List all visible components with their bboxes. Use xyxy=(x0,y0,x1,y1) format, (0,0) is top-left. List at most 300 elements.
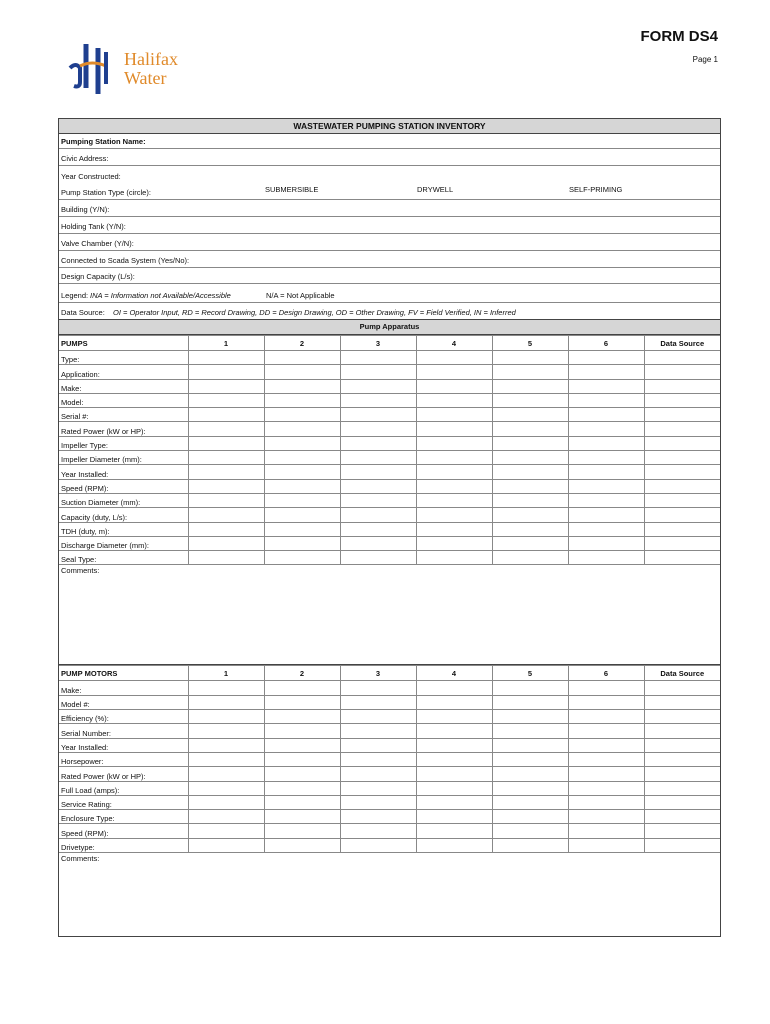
pumps-input-cell[interactable] xyxy=(568,436,644,450)
pumps-input-cell[interactable] xyxy=(416,393,492,407)
option-drywell[interactable]: DRYWELL xyxy=(417,185,454,194)
pumps-header-cell: 4 xyxy=(416,336,492,351)
pumps-input-cell[interactable] xyxy=(644,551,720,565)
pumps-input-cell[interactable] xyxy=(644,508,720,522)
pumps-input-cell[interactable] xyxy=(644,408,720,422)
pumps-input-cell[interactable] xyxy=(492,479,568,493)
motors-row xyxy=(59,795,720,809)
motors-input-cell[interactable] xyxy=(264,824,340,838)
pumps-row xyxy=(59,365,720,379)
pumps-input-cell[interactable] xyxy=(264,551,340,565)
motors-input-cell[interactable] xyxy=(492,695,568,709)
motors-input-cell[interactable] xyxy=(188,824,264,838)
pumps-table xyxy=(59,335,720,565)
motors-input-cell[interactable] xyxy=(264,738,340,752)
pumps-row-label: Speed (RPM): xyxy=(59,479,188,493)
motors-input-cell[interactable] xyxy=(644,752,720,766)
motors-header-cell: Data Source xyxy=(644,666,720,681)
motors-input-cell[interactable] xyxy=(644,824,720,838)
pumps-input-cell[interactable] xyxy=(568,551,644,565)
pumps-input-cell[interactable] xyxy=(416,365,492,379)
pumps-row-label: Year Installed: xyxy=(59,465,188,479)
pumps-input-cell[interactable] xyxy=(568,408,644,422)
pumps-input-cell[interactable] xyxy=(416,465,492,479)
option-submersible[interactable]: SUBMERSIBLE xyxy=(265,185,319,194)
logo-text-line1: Halifax xyxy=(124,49,178,69)
pumps-input-cell[interactable] xyxy=(188,551,264,565)
pumps-input-cell[interactable] xyxy=(568,393,644,407)
pumps-input-cell[interactable] xyxy=(340,493,416,507)
pumps-input-cell[interactable] xyxy=(644,422,720,436)
pumps-input-cell[interactable] xyxy=(492,522,568,536)
motors-input-cell[interactable] xyxy=(188,795,264,809)
motors-row-label: Make: xyxy=(59,681,188,695)
pumps-input-cell[interactable] xyxy=(188,365,264,379)
pumps-input-cell[interactable] xyxy=(644,393,720,407)
pumps-input-cell[interactable] xyxy=(340,365,416,379)
form-id: FORM DS4 xyxy=(640,28,718,45)
scada-row[interactable] xyxy=(59,251,720,268)
pumps-input-cell[interactable] xyxy=(644,493,720,507)
motors-input-cell[interactable] xyxy=(264,752,340,766)
pumps-input-cell[interactable] xyxy=(188,422,264,436)
motors-input-cell[interactable] xyxy=(644,724,720,738)
motors-input-cell[interactable] xyxy=(416,738,492,752)
motors-header-cell: 4 xyxy=(416,666,492,681)
motors-input-cell[interactable] xyxy=(416,810,492,824)
motors-input-cell[interactable] xyxy=(264,681,340,695)
data-source-row xyxy=(59,303,720,319)
station-name-label: Pumping Station Name: xyxy=(61,137,146,146)
pumps-row-label: Discharge Diameter (mm): xyxy=(59,536,188,550)
pumps-row xyxy=(59,422,720,436)
motors-input-cell[interactable] xyxy=(188,724,264,738)
inventory-form xyxy=(58,118,721,937)
pumps-input-cell[interactable] xyxy=(264,465,340,479)
motors-input-cell[interactable] xyxy=(188,838,264,852)
pumps-input-cell[interactable] xyxy=(416,408,492,422)
pumps-input-cell[interactable] xyxy=(264,493,340,507)
pumps-input-cell[interactable] xyxy=(340,379,416,393)
pumps-input-cell[interactable] xyxy=(644,351,720,365)
logo-wordmark xyxy=(124,50,178,88)
pumps-row xyxy=(59,408,720,422)
motors-input-cell[interactable] xyxy=(416,695,492,709)
motors-input-cell[interactable] xyxy=(188,695,264,709)
motors-input-cell[interactable] xyxy=(568,810,644,824)
motors-row xyxy=(59,838,720,852)
year-constructed-label: Year Constructed: xyxy=(61,172,121,181)
pumps-input-cell[interactable] xyxy=(264,393,340,407)
pumps-input-cell[interactable] xyxy=(416,379,492,393)
pumps-input-cell[interactable] xyxy=(644,465,720,479)
legend-ina: INA = Information not Available/Accessible xyxy=(90,291,231,300)
legend-row xyxy=(59,284,720,303)
motors-input-cell[interactable] xyxy=(340,781,416,795)
pumps-input-cell[interactable] xyxy=(264,479,340,493)
pumps-input-cell[interactable] xyxy=(492,436,568,450)
pumps-input-cell[interactable] xyxy=(644,436,720,450)
motors-input-cell[interactable] xyxy=(416,710,492,724)
pumps-input-cell[interactable] xyxy=(416,436,492,450)
pumps-input-cell[interactable] xyxy=(568,365,644,379)
motors-header-cell: 5 xyxy=(492,666,568,681)
pumps-input-cell[interactable] xyxy=(188,408,264,422)
motors-input-cell[interactable] xyxy=(340,724,416,738)
motors-input-cell[interactable] xyxy=(416,795,492,809)
pumps-input-cell[interactable] xyxy=(492,465,568,479)
motors-input-cell[interactable] xyxy=(492,838,568,852)
pumps-input-cell[interactable] xyxy=(492,508,568,522)
motors-input-cell[interactable] xyxy=(188,681,264,695)
motors-input-cell[interactable] xyxy=(340,824,416,838)
pumps-input-cell[interactable] xyxy=(568,508,644,522)
pumps-input-cell[interactable] xyxy=(416,551,492,565)
motors-input-cell[interactable] xyxy=(492,824,568,838)
motors-row xyxy=(59,710,720,724)
pumps-input-cell[interactable] xyxy=(340,551,416,565)
pumps-input-cell[interactable] xyxy=(568,379,644,393)
motors-input-cell[interactable] xyxy=(568,724,644,738)
pumps-comments[interactable] xyxy=(59,565,720,665)
motors-input-cell[interactable] xyxy=(416,724,492,738)
motors-input-cell[interactable] xyxy=(416,838,492,852)
pumps-row-label: Capacity (duty, L/s): xyxy=(59,508,188,522)
pumps-input-cell[interactable] xyxy=(264,408,340,422)
motors-input-cell[interactable] xyxy=(492,752,568,766)
pumps-header-cell: 6 xyxy=(568,336,644,351)
motors-row-label: Efficiency (%): xyxy=(59,710,188,724)
pumps-input-cell[interactable] xyxy=(568,536,644,550)
valve-chamber-label: Valve Chamber (Y/N): xyxy=(61,239,134,248)
pumps-row-label: Rated Power (kW or HP): xyxy=(59,422,188,436)
pumps-row xyxy=(59,379,720,393)
pumps-input-cell[interactable] xyxy=(340,536,416,550)
motors-input-cell[interactable] xyxy=(492,738,568,752)
motors-input-cell[interactable] xyxy=(340,767,416,781)
pump-station-type-row[interactable] xyxy=(59,183,720,200)
pumps-input-cell[interactable] xyxy=(568,351,644,365)
motors-row-label: Enclosure Type: xyxy=(59,810,188,824)
pumps-input-cell[interactable] xyxy=(264,522,340,536)
pumps-input-cell[interactable] xyxy=(340,465,416,479)
pumps-input-cell[interactable] xyxy=(188,351,264,365)
motors-row-label: Serial Number: xyxy=(59,724,188,738)
motors-input-cell[interactable] xyxy=(264,795,340,809)
pumps-input-cell[interactable] xyxy=(416,493,492,507)
motors-input-cell[interactable] xyxy=(416,781,492,795)
pumps-row xyxy=(59,479,720,493)
pumps-input-cell[interactable] xyxy=(416,508,492,522)
motors-input-cell[interactable] xyxy=(340,695,416,709)
motors-input-cell[interactable] xyxy=(416,824,492,838)
pump-station-type-label: Pump Station Type (circle): xyxy=(61,188,151,197)
legend-na: N/A = Not Applicable xyxy=(266,291,335,300)
valve-chamber-row[interactable] xyxy=(59,234,720,251)
building-row[interactable] xyxy=(59,200,720,217)
motors-input-cell[interactable] xyxy=(492,795,568,809)
motors-input-cell[interactable] xyxy=(340,681,416,695)
pumps-input-cell[interactable] xyxy=(188,465,264,479)
pumps-header-row xyxy=(59,336,720,351)
pumps-input-cell[interactable] xyxy=(492,393,568,407)
pumps-input-cell[interactable] xyxy=(492,351,568,365)
motors-row xyxy=(59,681,720,695)
motors-input-cell[interactable] xyxy=(264,695,340,709)
pumps-row-label: Type: xyxy=(59,351,188,365)
motors-row-label: Service Rating: xyxy=(59,795,188,809)
pumps-row xyxy=(59,493,720,507)
option-self-priming[interactable]: SELF-PRIMING xyxy=(569,185,623,194)
motors-input-cell[interactable] xyxy=(568,767,644,781)
pumps-input-cell[interactable] xyxy=(340,351,416,365)
page-number: Page 1 xyxy=(692,55,718,64)
motors-input-cell[interactable] xyxy=(568,795,644,809)
motors-input-cell[interactable] xyxy=(568,824,644,838)
pumps-row-label: Serial #: xyxy=(59,408,188,422)
pumps-input-cell[interactable] xyxy=(416,422,492,436)
pumps-input-cell[interactable] xyxy=(340,479,416,493)
pumps-input-cell[interactable] xyxy=(264,436,340,450)
design-capacity-label: Design Capacity (L/s): xyxy=(61,272,135,281)
pumps-input-cell[interactable] xyxy=(264,379,340,393)
pumps-header-cell: 5 xyxy=(492,336,568,351)
pumps-input-cell[interactable] xyxy=(492,536,568,550)
pumps-input-cell[interactable] xyxy=(492,379,568,393)
motors-row xyxy=(59,724,720,738)
motors-input-cell[interactable] xyxy=(492,724,568,738)
motors-header-row xyxy=(59,666,720,681)
motors-row xyxy=(59,738,720,752)
pumps-row-label: Impeller Diameter (mm): xyxy=(59,451,188,465)
pumps-input-cell[interactable] xyxy=(264,365,340,379)
motors-input-cell[interactable] xyxy=(644,795,720,809)
pumps-input-cell[interactable] xyxy=(568,479,644,493)
motors-input-cell[interactable] xyxy=(188,710,264,724)
motors-input-cell[interactable] xyxy=(568,738,644,752)
pumps-row xyxy=(59,508,720,522)
motors-row xyxy=(59,752,720,766)
pumps-input-cell[interactable] xyxy=(568,451,644,465)
motors-input-cell[interactable] xyxy=(568,752,644,766)
motors-input-cell[interactable] xyxy=(264,710,340,724)
pumps-input-cell[interactable] xyxy=(644,365,720,379)
motors-input-cell[interactable] xyxy=(644,695,720,709)
pumps-input-cell[interactable] xyxy=(340,393,416,407)
year-constructed-row[interactable] xyxy=(59,166,720,183)
pumps-input-cell[interactable] xyxy=(340,522,416,536)
motors-input-cell[interactable] xyxy=(340,738,416,752)
motors-table xyxy=(59,665,720,853)
pumps-input-cell[interactable] xyxy=(188,508,264,522)
form-title: WASTEWATER PUMPING STATION INVENTORY xyxy=(59,119,720,134)
motors-input-cell[interactable] xyxy=(188,810,264,824)
motors-input-cell[interactable] xyxy=(264,810,340,824)
pumps-input-cell[interactable] xyxy=(188,479,264,493)
motors-input-cell[interactable] xyxy=(264,767,340,781)
pumps-row xyxy=(59,351,720,365)
pumps-comments-label: Comments: xyxy=(61,566,100,576)
pumps-input-cell[interactable] xyxy=(568,493,644,507)
pumps-row-label: Make: xyxy=(59,379,188,393)
motors-input-cell[interactable] xyxy=(188,752,264,766)
scada-label: Connected to Scada System (Yes/No): xyxy=(61,256,190,265)
pump-apparatus-title: Pump Apparatus xyxy=(59,319,720,335)
legend-label: Legend: xyxy=(61,291,89,300)
motors-row-label: Model #: xyxy=(59,695,188,709)
pumps-input-cell[interactable] xyxy=(492,451,568,465)
motors-input-cell[interactable] xyxy=(340,838,416,852)
motors-input-cell[interactable] xyxy=(340,710,416,724)
motors-input-cell[interactable] xyxy=(644,767,720,781)
motors-input-cell[interactable] xyxy=(264,838,340,852)
pumps-row-label: Model: xyxy=(59,393,188,407)
motors-input-cell[interactable] xyxy=(188,738,264,752)
motors-input-cell[interactable] xyxy=(644,810,720,824)
motors-header-cell: PUMP MOTORS xyxy=(59,666,188,681)
pumps-input-cell[interactable] xyxy=(188,451,264,465)
motors-input-cell[interactable] xyxy=(492,681,568,695)
motors-input-cell[interactable] xyxy=(644,738,720,752)
pumps-input-cell[interactable] xyxy=(416,536,492,550)
pumps-input-cell[interactable] xyxy=(568,465,644,479)
data-source-label: Data Source: xyxy=(61,308,105,317)
pumps-input-cell[interactable] xyxy=(492,422,568,436)
pumps-input-cell[interactable] xyxy=(416,351,492,365)
motors-header-cell: 3 xyxy=(340,666,416,681)
pumps-input-cell[interactable] xyxy=(492,365,568,379)
pumps-input-cell[interactable] xyxy=(568,422,644,436)
pumps-row xyxy=(59,522,720,536)
motors-input-cell[interactable] xyxy=(568,681,644,695)
logo-text-line2: Water xyxy=(124,68,167,88)
motors-input-cell[interactable] xyxy=(568,695,644,709)
motors-input-cell[interactable] xyxy=(188,767,264,781)
pumps-input-cell[interactable] xyxy=(340,508,416,522)
pumps-row xyxy=(59,451,720,465)
pumps-header-cell: Data Source xyxy=(644,336,720,351)
pumps-input-cell[interactable] xyxy=(188,522,264,536)
motors-row xyxy=(59,824,720,838)
pumps-header-cell: PUMPS xyxy=(59,336,188,351)
pumps-input-cell[interactable] xyxy=(340,408,416,422)
motors-header-cell: 1 xyxy=(188,666,264,681)
motors-input-cell[interactable] xyxy=(188,781,264,795)
motors-input-cell[interactable] xyxy=(264,724,340,738)
pumps-row xyxy=(59,551,720,565)
motors-input-cell[interactable] xyxy=(340,810,416,824)
pumps-input-cell[interactable] xyxy=(568,522,644,536)
motors-input-cell[interactable] xyxy=(568,781,644,795)
civic-address-row[interactable] xyxy=(59,149,720,166)
pumps-input-cell[interactable] xyxy=(188,393,264,407)
motors-input-cell[interactable] xyxy=(568,710,644,724)
pumps-header-cell: 1 xyxy=(188,336,264,351)
pumps-input-cell[interactable] xyxy=(340,436,416,450)
pumps-input-cell[interactable] xyxy=(492,408,568,422)
motors-input-cell[interactable] xyxy=(340,752,416,766)
pumps-input-cell[interactable] xyxy=(264,351,340,365)
motors-row-label: Full Load (amps): xyxy=(59,781,188,795)
motors-input-cell[interactable] xyxy=(568,838,644,852)
motors-header-cell: 2 xyxy=(264,666,340,681)
motors-header-cell: 6 xyxy=(568,666,644,681)
pumps-row xyxy=(59,465,720,479)
pumps-input-cell[interactable] xyxy=(644,379,720,393)
pumps-row xyxy=(59,536,720,550)
pumps-input-cell[interactable] xyxy=(492,493,568,507)
motors-input-cell[interactable] xyxy=(644,838,720,852)
motors-row-label: Horsepower: xyxy=(59,752,188,766)
motors-comments-label: Comments: xyxy=(61,854,100,864)
civic-address-label: Civic Address: xyxy=(61,154,109,163)
pumps-row-label: Suction Diameter (mm): xyxy=(59,493,188,507)
pumps-input-cell[interactable] xyxy=(340,451,416,465)
pumps-input-cell[interactable] xyxy=(492,551,568,565)
halifax-water-logo xyxy=(62,38,208,102)
pumps-input-cell[interactable] xyxy=(416,522,492,536)
pumps-input-cell[interactable] xyxy=(644,479,720,493)
pumps-row-label: Application: xyxy=(59,365,188,379)
station-name-row[interactable] xyxy=(59,134,720,149)
pumps-input-cell[interactable] xyxy=(264,451,340,465)
pumps-row xyxy=(59,436,720,450)
pumps-row-label: Impeller Type: xyxy=(59,436,188,450)
pumps-input-cell[interactable] xyxy=(644,536,720,550)
motors-input-cell[interactable] xyxy=(492,781,568,795)
pumps-header-cell: 2 xyxy=(264,336,340,351)
pumps-input-cell[interactable] xyxy=(264,536,340,550)
motors-input-cell[interactable] xyxy=(416,767,492,781)
design-capacity-row[interactable] xyxy=(59,268,720,284)
motors-input-cell[interactable] xyxy=(492,710,568,724)
motors-input-cell[interactable] xyxy=(492,810,568,824)
pumps-input-cell[interactable] xyxy=(188,379,264,393)
pumps-input-cell[interactable] xyxy=(644,451,720,465)
pumps-input-cell[interactable] xyxy=(416,479,492,493)
motors-row xyxy=(59,781,720,795)
pumps-input-cell[interactable] xyxy=(340,422,416,436)
pumps-input-cell[interactable] xyxy=(188,436,264,450)
motors-input-cell[interactable] xyxy=(644,781,720,795)
data-source-text: OI = Operator Input, RD = Record Drawing, DD = Design Drawing, OD = Other Drawing, FV = Field Verified, IN = Inferred xyxy=(113,308,516,317)
motors-row xyxy=(59,810,720,824)
motors-input-cell[interactable] xyxy=(492,767,568,781)
motors-input-cell[interactable] xyxy=(264,781,340,795)
motors-row xyxy=(59,767,720,781)
pumps-input-cell[interactable] xyxy=(188,493,264,507)
motors-input-cell[interactable] xyxy=(644,681,720,695)
motors-input-cell[interactable] xyxy=(416,681,492,695)
pumps-header-cell: 3 xyxy=(340,336,416,351)
motors-comments[interactable] xyxy=(59,853,720,936)
pumps-input-cell[interactable] xyxy=(264,422,340,436)
motors-input-cell[interactable] xyxy=(416,752,492,766)
pumps-input-cell[interactable] xyxy=(416,451,492,465)
motors-row-label: Rated Power (kW or HP): xyxy=(59,767,188,781)
building-label: Building (Y/N): xyxy=(61,205,110,214)
holding-tank-row[interactable] xyxy=(59,217,720,234)
pumps-input-cell[interactable] xyxy=(264,508,340,522)
pumps-row xyxy=(59,393,720,407)
holding-tank-label: Holding Tank (Y/N): xyxy=(61,222,126,231)
pumps-input-cell[interactable] xyxy=(188,536,264,550)
pumps-input-cell[interactable] xyxy=(644,522,720,536)
motors-input-cell[interactable] xyxy=(340,795,416,809)
motors-input-cell[interactable] xyxy=(644,710,720,724)
motors-row xyxy=(59,695,720,709)
motors-row-label: Year Installed: xyxy=(59,738,188,752)
